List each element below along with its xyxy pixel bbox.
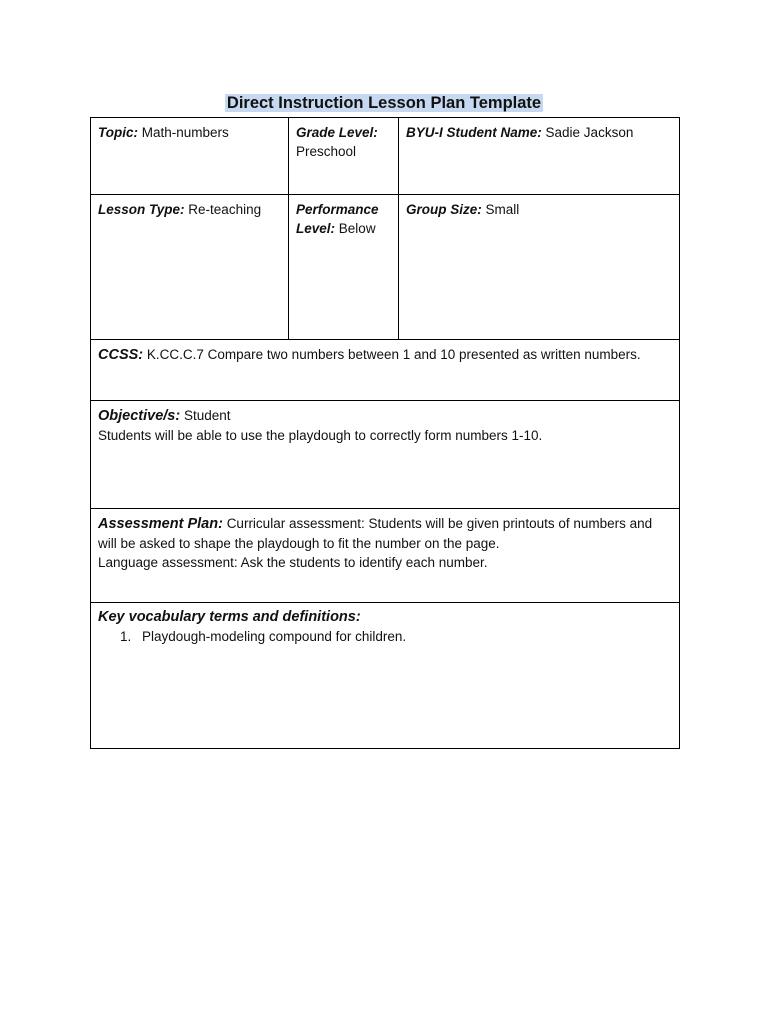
vocabulary-cell: [91, 603, 680, 749]
topic-label: Topic:: [98, 125, 138, 140]
grade-level-value: Preschool: [296, 144, 357, 159]
group-size-value: Small: [485, 202, 520, 217]
page-title-text: Direct Instruction Lesson Plan Template: [226, 94, 542, 112]
grade-level-label: Grade Level:: [296, 125, 378, 140]
objective-cell: [91, 401, 680, 509]
performance-label-line1: Performance: [296, 202, 379, 217]
vocabulary-list: [98, 627, 673, 646]
assessment-plan-line2: Language assessment: Ask the students to identify each number.: [98, 555, 488, 570]
lesson-type-label: Lesson Type:: [98, 202, 185, 217]
student-name-cell: [399, 118, 680, 195]
student-name-value: Sadie Jackson: [545, 125, 634, 140]
topic-cell: [91, 118, 289, 195]
lesson-type-cell: [91, 195, 289, 340]
table-row: [91, 509, 680, 603]
list-item-number: 1.: [120, 629, 132, 644]
performance-label-line2: Level:: [296, 221, 336, 236]
table-row: [91, 195, 680, 340]
student-name-label: BYU-I Student Name:: [406, 125, 542, 140]
list-item-text: Playdough-modeling compound for children.: [142, 629, 407, 644]
table-row: [91, 603, 680, 749]
ccss-cell: [91, 340, 680, 401]
group-size-label: Group Size:: [406, 202, 482, 217]
lesson-plan-table: [90, 117, 680, 749]
performance-level-value: Below: [338, 221, 376, 236]
group-size-cell: [399, 195, 680, 340]
list-item: [120, 627, 673, 646]
topic-value: Math-numbers: [141, 125, 229, 140]
ccss-label: CCSS:: [98, 347, 144, 363]
table-row: [91, 118, 680, 195]
objective-line2: Students will be able to use the playdough to correctly form numbers 1-10.: [98, 428, 543, 443]
objective-value: Student: [183, 408, 231, 423]
lesson-type-value: Re-teaching: [188, 202, 262, 217]
assessment-plan-cell: [91, 509, 680, 603]
table-row: [91, 340, 680, 401]
assessment-plan-value: Curricular assessment: Students will be given printouts of numbers and will be asked to shape the playdough to fit the number on the page.: [98, 516, 653, 551]
objective-label: Objective/s:: [98, 408, 181, 424]
ccss-value: K.CC.C.7 Compare two numbers between 1 and 10 presented as written numbers.: [146, 347, 641, 362]
assessment-plan-label: Assessment Plan:: [98, 516, 223, 532]
vocabulary-label: Key vocabulary terms and definitions:: [98, 609, 361, 625]
grade-level-cell: [289, 118, 399, 195]
page-title: [0, 92, 768, 114]
performance-level-cell: [289, 195, 399, 340]
table-row: [91, 401, 680, 509]
